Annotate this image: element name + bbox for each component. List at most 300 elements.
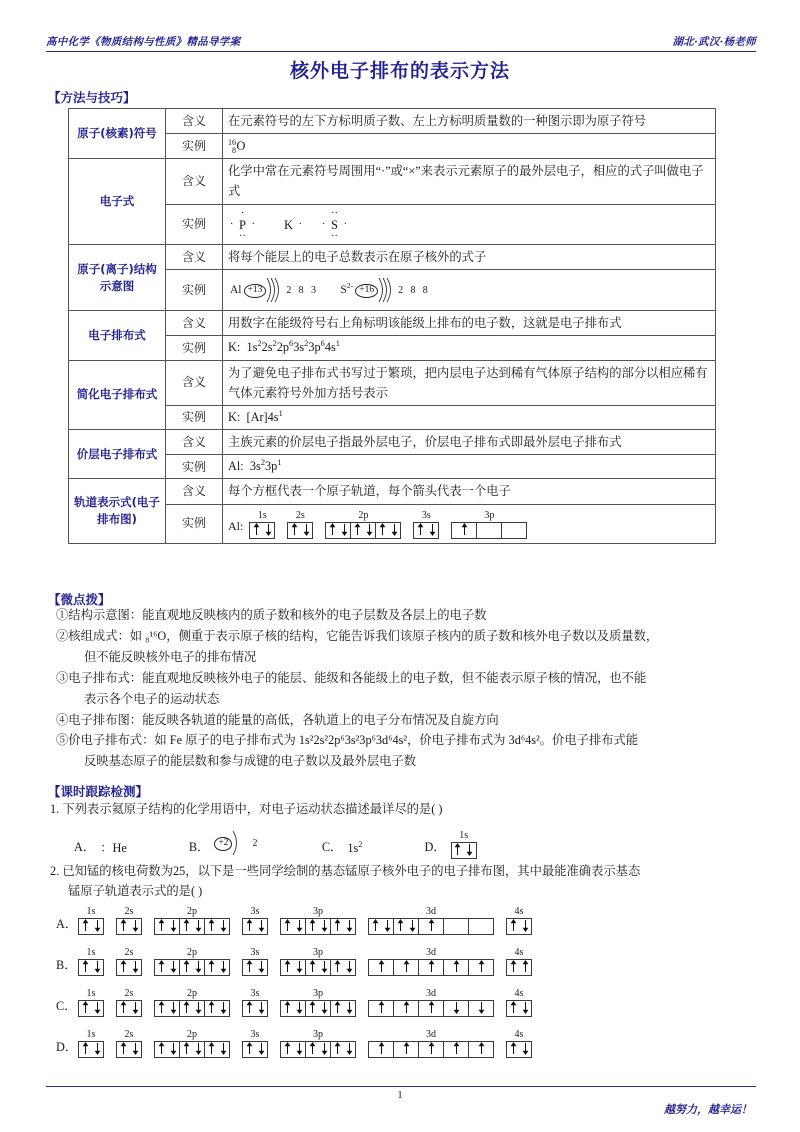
orbital-box (78, 1000, 104, 1017)
orbital-box (204, 1000, 230, 1017)
lewis-dot-bottom: ·· (239, 230, 246, 242)
orbital-box (443, 1041, 469, 1058)
electron-arrow-up (155, 1001, 167, 1016)
orbital-group (116, 906, 142, 935)
orbital-box-row (242, 918, 268, 935)
orbital-group (242, 906, 268, 935)
electron-arrow-up (306, 1001, 318, 1016)
electron-arrow-down (217, 1001, 229, 1016)
orbital-group (280, 988, 356, 1017)
electron-arrow-up (205, 1001, 217, 1016)
option-letter: D． (56, 1040, 78, 1054)
orbital-box (179, 918, 205, 935)
electron-arrow-down (167, 1042, 179, 1057)
electron-arrow-up (331, 919, 343, 934)
electron-arrow-up (205, 960, 217, 975)
isotope-notation (228, 137, 245, 156)
orbital-box-row (506, 1041, 532, 1058)
electron-arrow-up (400, 1001, 412, 1016)
electron-arrow-up (281, 960, 293, 975)
question-1-text (50, 800, 756, 820)
question-2 (50, 862, 756, 901)
nucleus-charge: +2 (214, 837, 232, 851)
electron-arrow-up (369, 919, 381, 934)
example-cell (223, 336, 716, 360)
orbital-box (393, 918, 419, 935)
tip-continuation: 表示各个电子的运动状态 (84, 691, 220, 706)
orbital-box (280, 918, 306, 935)
lewis-dot-top: ·· (331, 207, 338, 219)
orbital-box (413, 522, 439, 539)
atomic-number: 8 (232, 146, 236, 156)
electron-arrow-up (507, 919, 519, 934)
orbital-box (350, 522, 376, 539)
electron-arrow-up (425, 960, 437, 975)
electron-arrow-up (452, 843, 464, 858)
electron-arrow-down (129, 919, 141, 934)
table-row (69, 134, 716, 159)
kind-cell-meaning: 含义 (166, 430, 223, 455)
orbital-box (368, 1000, 394, 1017)
orbital-box-row (242, 1000, 268, 1017)
orbital-label: 2s (124, 947, 134, 958)
orbital-label: 1s (257, 509, 267, 521)
example-cell (223, 204, 716, 244)
option-letter: D． (424, 840, 446, 854)
kind-cell-meaning: 含义 (166, 479, 223, 504)
orbital-group (280, 906, 356, 935)
tip-item: ①结构示意图：能直观地反映核内的质子数和核外的电子层数及各层上的电子数 (56, 608, 487, 622)
orbital-box (242, 1000, 268, 1017)
orbital-label: 3s (250, 1029, 260, 1040)
electron-arrow-down (293, 919, 305, 934)
kind-cell-example: 实例 (166, 455, 223, 479)
lewis-dot-top: · (240, 207, 245, 219)
electron-arrow-down (318, 919, 330, 934)
orbital-label: 3d (426, 988, 436, 999)
orbital-box-row (154, 959, 230, 976)
table-row (69, 360, 716, 406)
electron-arrow-up (507, 960, 519, 975)
tip-continuation: 反映基态原子的能层数和参与成键的电子数以及最外层电子数 (84, 754, 417, 769)
question-2-stem: 已知锰的核电荷数为25，以下是一些同学绘制的基态锰原子核外电子的电子排布图，其中最能准确表示基态 (62, 864, 641, 878)
electron-arrow-up (450, 1042, 462, 1057)
orbital-box (179, 959, 205, 976)
electron-shell-arcs (264, 275, 288, 305)
term-cell: 简化电子排布式 (69, 360, 166, 430)
question-1-options (50, 829, 756, 859)
term-cell: 电子排布式 (69, 311, 166, 360)
orbital-group (506, 947, 532, 976)
table-row (69, 109, 716, 134)
electron-arrow-up (450, 960, 462, 975)
table-row (69, 204, 716, 244)
electron-arrow-up (180, 1042, 192, 1057)
example-cell (223, 504, 716, 543)
orbital-box (242, 1041, 268, 1058)
question-2-stem-cont: 锰原子轨道表示式的是( ) (68, 883, 203, 898)
electron-arrow-down (406, 919, 418, 934)
orbital-box-row (78, 918, 104, 935)
electron-arrow-down (381, 919, 393, 934)
meaning-cell: 主族元素的价层电子指最外层电子，价层电子排布式即最外层电子排布式 (223, 430, 716, 455)
electron-shell-arcs (376, 275, 400, 305)
electron-arrow-down (343, 919, 355, 934)
orbital-group (325, 510, 401, 539)
electron-configuration: $1s^22s^22p^63s^23p^64s^1$ (246, 339, 340, 355)
orbital-group (506, 988, 532, 1017)
example-cell (223, 270, 716, 311)
electron-arrow-up (79, 960, 91, 975)
orbital-box (280, 1041, 306, 1058)
orbital-box (506, 1041, 532, 1058)
page-number: 1 (397, 1090, 403, 1101)
orbital-group (242, 988, 268, 1017)
orbital-label: 3p (313, 1029, 323, 1040)
orbital-group-list (249, 510, 527, 539)
orbital-box-row (78, 959, 104, 976)
shell-diagram (214, 829, 260, 859)
kind-cell-example: 实例 (166, 204, 223, 244)
tip-item: ③电子排布式：能直观地反映核外电子的能层、能级和各能级上的电子数，但不能表示原子核的情况，也不能 (56, 670, 647, 685)
electron-arrow-down (343, 960, 355, 975)
orbital-box (330, 959, 356, 976)
orbital-group-list (78, 988, 532, 1017)
electron-arrow-up (306, 1042, 318, 1057)
orbital-group (116, 947, 142, 976)
electron-arrow-up (326, 523, 338, 538)
electron-arrow-up (375, 1042, 387, 1057)
option-a[interactable] (74, 838, 127, 859)
electron-arrow-up (243, 1001, 255, 1016)
shell-diagram (230, 276, 318, 306)
orbital-group-list (78, 1029, 532, 1058)
methods-table (68, 108, 716, 544)
electron-arrow-up (79, 1042, 91, 1057)
orbital-label: 3d (426, 906, 436, 917)
orbital-diagram-label: Al: (228, 519, 244, 534)
orbital-label: 3p (313, 947, 323, 958)
electron-arrow-up (155, 919, 167, 934)
kind-cell-example: 实例 (166, 270, 223, 311)
question-1-number: 1. (50, 802, 60, 816)
orbital-box (468, 959, 494, 976)
config-label: K: (228, 410, 241, 425)
kind-cell-example: 实例 (166, 504, 223, 543)
option-letter: A． (56, 917, 78, 931)
lewis-structure (230, 207, 255, 242)
electron-arrow-up (425, 919, 437, 934)
electron-arrow-up (507, 1042, 519, 1057)
orbital-box (375, 522, 401, 539)
electron-arrow-down (464, 843, 476, 858)
footer-note: 越努力，越幸运！ (664, 1103, 752, 1116)
lewis-dot-right: · (343, 219, 347, 231)
table-row (69, 158, 716, 204)
orbital-group-list (451, 830, 477, 859)
electron-arrow-up (519, 960, 531, 975)
kind-cell-example: 实例 (166, 406, 223, 430)
electron-configuration: $3s^23p^1$ (249, 458, 282, 474)
orbital-label: 2p (187, 1029, 197, 1040)
orbital-group (413, 510, 439, 539)
running-header (46, 34, 756, 52)
section-heading-method: 【方法与技巧】 (48, 90, 136, 105)
orbital-box (305, 1000, 331, 1017)
orbital-box (116, 918, 142, 935)
orbital-box-row (249, 522, 275, 539)
orbital-box-row (116, 918, 142, 935)
config-label: K: (228, 340, 241, 355)
question-2-text (50, 862, 756, 901)
kind-cell-meaning: 含义 (166, 360, 223, 406)
element-symbol: Al (230, 284, 242, 297)
electron-arrow-down (129, 1042, 141, 1057)
orbital-label: 3s (250, 906, 260, 917)
electron-arrow-down (91, 919, 103, 934)
electron-arrow-up (180, 1001, 192, 1016)
electron-arrow-up (79, 919, 91, 934)
electron-arrow-up (376, 523, 388, 538)
lewis-dot-bottom: ·· (331, 230, 338, 242)
electron-arrow-up (155, 1042, 167, 1057)
table-row (69, 479, 716, 504)
orbital-label: 1s (86, 947, 96, 958)
element-symbol: S (330, 217, 338, 232)
electron-arrow-down (192, 960, 204, 975)
orbital-box (179, 1041, 205, 1058)
electron-arrow-up (288, 523, 300, 538)
nucleus-charge: +16 (355, 284, 378, 298)
example-cell (223, 406, 716, 430)
kind-cell-example: 实例 (166, 336, 223, 360)
electron-arrow-up (425, 1001, 437, 1016)
orbital-group (154, 988, 230, 1017)
electron-arrow-up (205, 919, 217, 934)
electron-arrow-down (475, 1001, 487, 1016)
electron-arrow-down (343, 1042, 355, 1057)
electron-arrow-down (300, 523, 312, 538)
meaning-cell: 将每个能层上的电子总数表示在原子核外的式子 (223, 244, 716, 269)
orbital-group (78, 1029, 104, 1058)
lewis-structure (321, 207, 347, 242)
orbital-box (204, 918, 230, 935)
orbital-group-list (78, 947, 532, 976)
orbital-label: 1s (86, 1029, 96, 1040)
electron-arrow-up (117, 1001, 129, 1016)
option-letter: C． (56, 999, 77, 1013)
nucleus-charge: +13 (244, 284, 267, 298)
orbital-group (116, 988, 142, 1017)
shell-row (228, 272, 710, 308)
element-symbol: $S^{2-}$ (340, 281, 354, 297)
orbital-label: 4s (514, 1029, 524, 1040)
header-right-text: 湖北·武汉·杨老师 (672, 36, 756, 48)
table-row (69, 336, 716, 360)
electron-arrow-up (117, 919, 129, 934)
electron-arrow-up (117, 960, 129, 975)
electron-arrow-down (363, 523, 375, 538)
orbital-box (393, 1041, 419, 1058)
kind-cell-meaning: 含义 (166, 158, 223, 204)
orbital-group (154, 1029, 230, 1058)
header-left-text: 高中化学《物质结构与性质》精品导学案 (46, 36, 241, 48)
orbital-label: 3d (426, 1029, 436, 1040)
lewis-structure (275, 210, 302, 241)
electron-arrow-up (306, 919, 318, 934)
orbital-label: 2s (124, 1029, 134, 1040)
orbital-box (393, 1000, 419, 1017)
orbital-box (418, 918, 444, 935)
orbital-box (305, 1041, 331, 1058)
orbital-box (116, 1000, 142, 1017)
electron-arrow-down (129, 1001, 141, 1016)
electron-arrow-up (250, 523, 262, 538)
question-2-number: 2. (50, 864, 60, 878)
electron-arrow-down (255, 1001, 267, 1016)
orbital-label: 3s (250, 947, 260, 958)
section-heading-tips: 【微点拨】 (48, 592, 111, 607)
orbital-box-row (242, 1041, 268, 1058)
orbital-box (305, 918, 331, 935)
electron-arrow-up (458, 523, 470, 538)
mass-number: 16 (228, 138, 236, 148)
question-2-options (56, 906, 776, 1070)
question-1-stem: 下列表示氦原子结构的化学用语中，对电子运动状态描述最详尽的是( ) (62, 802, 443, 816)
table-row (69, 244, 716, 269)
electron-arrow-down (338, 523, 350, 538)
option-b[interactable] (189, 829, 260, 859)
lewis-dot-right: · (298, 219, 302, 231)
orbital-group (154, 947, 230, 976)
orbital-box (468, 1000, 494, 1017)
orbital-box (506, 1000, 532, 1017)
option-b[interactable] (56, 947, 776, 976)
option-letter: A． (74, 840, 96, 854)
orbital-box (78, 959, 104, 976)
electron-arrow-down (192, 1042, 204, 1057)
electron-arrow-down (426, 523, 438, 538)
table-row (69, 455, 716, 479)
orbital-box-row (451, 842, 477, 859)
orbital-label: 1s (86, 988, 96, 999)
option-c[interactable] (56, 988, 776, 1017)
electron-arrow-down (293, 1042, 305, 1057)
orbital-label: 2s (124, 906, 134, 917)
orbital-box (154, 1041, 180, 1058)
orbital-box (116, 959, 142, 976)
electron-arrow-up (351, 523, 363, 538)
term-cell: 原子(离子)结构示意图 (69, 244, 166, 310)
meaning-cell: 在元素符号的左下方标明质子数、左上方标明质量数的一种图示即为原子符号 (223, 109, 716, 134)
orbital-group (368, 947, 494, 976)
orbital-box-row (280, 959, 356, 976)
electron-arrow-down (255, 960, 267, 975)
electron-arrow-up (180, 960, 192, 975)
electron-arrow-down (293, 960, 305, 975)
orbital-box-row (116, 959, 142, 976)
electron-arrow-up (507, 1001, 519, 1016)
element-symbol: P (239, 217, 246, 232)
footer-divider (46, 1086, 756, 1087)
electron-arrow-up (281, 1042, 293, 1057)
tip-continuation: 但不能反映核外电子的排布情况 (84, 649, 257, 664)
shell-arcs (268, 276, 284, 306)
orbital-label: 2s (124, 988, 134, 999)
orbital-box (368, 1041, 394, 1058)
option-letter: B． (188, 840, 210, 854)
orbital-box-row (287, 522, 313, 539)
orbital-group (451, 830, 477, 859)
element-symbol: K (283, 217, 293, 232)
option-c[interactable] (322, 838, 363, 859)
electron-arrow-up (243, 919, 255, 934)
orbital-box-row (280, 1000, 356, 1017)
orbital-box-row (451, 522, 527, 539)
option-d[interactable] (424, 830, 476, 859)
table-row (69, 430, 716, 455)
orbital-box (501, 522, 527, 539)
orbital-box (249, 522, 275, 539)
orbital-box (330, 918, 356, 935)
electron-arrow-down (255, 1042, 267, 1057)
table-row (69, 504, 716, 543)
orbital-box-row (325, 522, 401, 539)
orbital-box-row (280, 918, 356, 935)
orbital-box-row (242, 959, 268, 976)
option-letter: C． (321, 840, 343, 854)
orbital-label: 2p (187, 906, 197, 917)
option-config: $1s^2$ (347, 839, 363, 855)
orbital-label: 1s (86, 906, 96, 917)
electron-arrow-down (519, 919, 531, 934)
electron-shell-arcs (230, 828, 254, 858)
orbital-box (204, 959, 230, 976)
orbital-box (468, 918, 494, 935)
orbital-group (368, 906, 494, 935)
orbital-box (418, 959, 444, 976)
electron-arrow-down (192, 1001, 204, 1016)
tips-list (56, 606, 756, 773)
electron-arrow-up (243, 1042, 255, 1057)
option-d[interactable] (56, 1029, 776, 1058)
orbital-box-row (116, 1041, 142, 1058)
orbital-box (451, 842, 477, 859)
orbital-label: 2p (187, 947, 197, 958)
electron-arrow-up (375, 960, 387, 975)
orbital-group (506, 1029, 532, 1058)
orbital-box (330, 1000, 356, 1017)
lewis-row (228, 207, 710, 242)
table-row (69, 406, 716, 430)
orbital-box (280, 1000, 306, 1017)
orbital-group (368, 1029, 494, 1058)
orbital-box (368, 959, 394, 976)
orbital-box-row (413, 522, 439, 539)
kind-cell-meaning: 含义 (166, 244, 223, 269)
orbital-box (242, 959, 268, 976)
option-a[interactable] (56, 906, 776, 935)
orbital-label: 1s (459, 829, 469, 841)
orbital-box-row (280, 1041, 356, 1058)
shell-arcs (380, 276, 396, 306)
electron-arrow-up (331, 1042, 343, 1057)
orbital-box (506, 918, 532, 935)
orbital-group (154, 906, 230, 935)
lewis-dot-left: · (321, 219, 326, 231)
electron-arrow-up (180, 919, 192, 934)
option-lewis: ：He (100, 841, 127, 855)
